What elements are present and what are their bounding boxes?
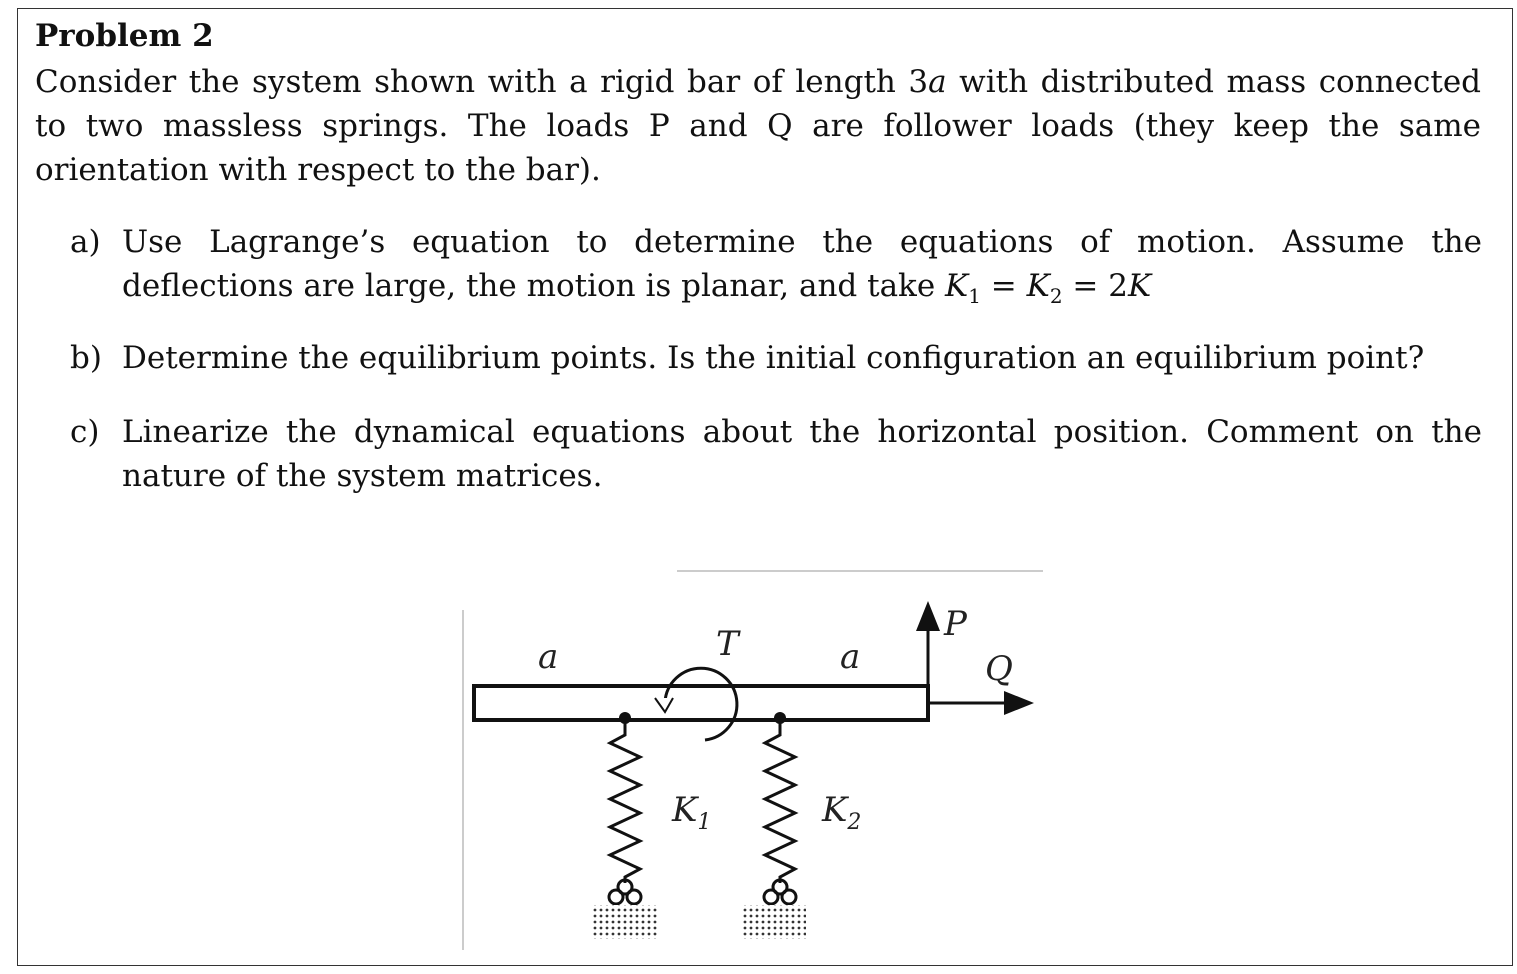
problem-title: Problem 2: [35, 18, 214, 54]
spring2-roller-left: [764, 890, 778, 904]
question-c: [70, 410, 1482, 498]
label-k1-subscript: 1: [697, 810, 712, 835]
rigid-bar: [474, 686, 928, 720]
label-k2-subscript: 2: [847, 810, 862, 835]
question-b-label: b): [70, 340, 102, 376]
equals-1: =: [980, 268, 1027, 304]
k2-symbol: K: [1026, 268, 1050, 304]
k2-subscript: 2: [1049, 284, 1063, 309]
question-a-body: Use Lagrange’s equation to determine the equations of motion. Assume the deflections are large, the motion is planar, and take: [122, 224, 1482, 304]
question-b: [70, 336, 1482, 380]
label-a-left: a: [538, 637, 559, 677]
intro-text-2: with distributed mass connected to two massless springs. The loads P and Q are follower loads (they keep the same orientation with respect to the bar).: [35, 64, 1482, 188]
label-torque-t: T: [716, 624, 739, 664]
label-k2: [821, 790, 861, 835]
label-load-q: Q: [985, 649, 1013, 689]
spring2-ground: [742, 905, 806, 939]
question-c-text: Linearize the dynamical equations about the horizontal position. Comment on the nature of the system matrices.: [122, 414, 1482, 494]
label-k1-symbol: K: [672, 790, 698, 830]
label-a-right: a: [840, 637, 861, 677]
question-a: [70, 220, 1482, 318]
question-a-label: a): [70, 224, 101, 260]
intro-var-a: a: [928, 64, 947, 100]
intro-text-1: Consider the system shown with a rigid bar of length 3: [35, 64, 929, 100]
spring1-roller-right: [627, 890, 641, 904]
spring1-ground: [593, 905, 657, 939]
label-k1: [671, 790, 711, 835]
question-c-label: c): [70, 414, 100, 450]
question-b-text: Determine the equilibrium points. Is the initial configuration an equilibrium point?: [122, 340, 1425, 376]
label-k2-symbol: K: [822, 790, 848, 830]
spring1-roller-left: [609, 890, 623, 904]
system-diagram: [460, 565, 1060, 955]
question-a-text: [122, 220, 1482, 318]
spring1-coil: [610, 718, 640, 883]
spring2-roller-right: [782, 890, 796, 904]
k1-symbol: K: [945, 268, 969, 304]
k-symbol: K: [1127, 268, 1152, 304]
k1-subscript: 1: [968, 284, 981, 309]
equals-2: = 2: [1062, 268, 1128, 304]
problem-intro: [35, 60, 1481, 192]
system-figure: [460, 565, 1060, 955]
spring2-coil: [765, 718, 795, 883]
label-load-p: P: [944, 604, 967, 644]
